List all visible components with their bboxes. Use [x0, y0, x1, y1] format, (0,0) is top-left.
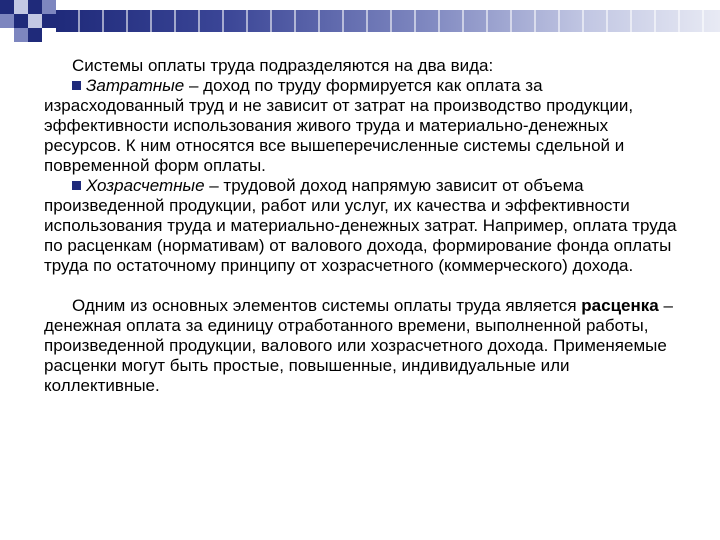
closing-term: расценка: [581, 296, 659, 315]
header-gradient-band: [56, 10, 720, 32]
paragraph-spacer: [44, 276, 684, 296]
bullet-item-costs: [44, 76, 684, 176]
bullet-text: – доход по труду формируется как оплата за израсходованный труд и не зависит от затрат на производство продукции, эффективности использования живого труда и материально-денежных ресурсов. К ним относятся все вышеперечисленные системы сдельной и повременной форм оплаты.: [44, 76, 634, 175]
closing-paragraph: [44, 296, 684, 396]
intro-paragraph: Системы оплаты труда подразделяются на два вида:: [72, 56, 494, 75]
bullet-item-self-financing: [44, 176, 684, 276]
closing-text: – денежная оплата за единицу отработанного времени, выполненной работы, произведенной продукции, валового или хозрасчетного дохода. Применяемые расценки могут быть простые, повышенные, индивидуальные или коллективные.: [44, 296, 673, 395]
bullet-text: – трудовой доход напрямую зависит от объема произведенной продукции, работ или услуг, их качества и эффективности использования труда и материально-денежных затрат. Например, оплата труда по расценкам (нормативам) от валового дохода, формирование фонда оплаты труда по остаточному принципу от хозрасчетного (коммерческого) дохода.: [44, 176, 677, 275]
slide-body: [44, 56, 684, 396]
header-square: [42, 14, 56, 28]
closing-lead: Одним из основных элементов системы оплаты труда является: [72, 296, 582, 315]
header-square: [28, 0, 42, 14]
bullet-term: Хозрасчетные: [86, 176, 205, 195]
header-square: [42, 0, 56, 14]
header-square: [14, 28, 28, 42]
header-square: [0, 14, 14, 28]
square-bullet-icon: [72, 81, 81, 90]
bullet-term: Затратные: [86, 76, 185, 95]
decorative-header: [0, 0, 720, 46]
header-square: [14, 14, 28, 28]
header-square: [14, 0, 28, 14]
square-bullet-icon: [72, 181, 81, 190]
header-square: [28, 14, 42, 28]
header-square: [28, 28, 42, 42]
header-square: [0, 0, 14, 14]
